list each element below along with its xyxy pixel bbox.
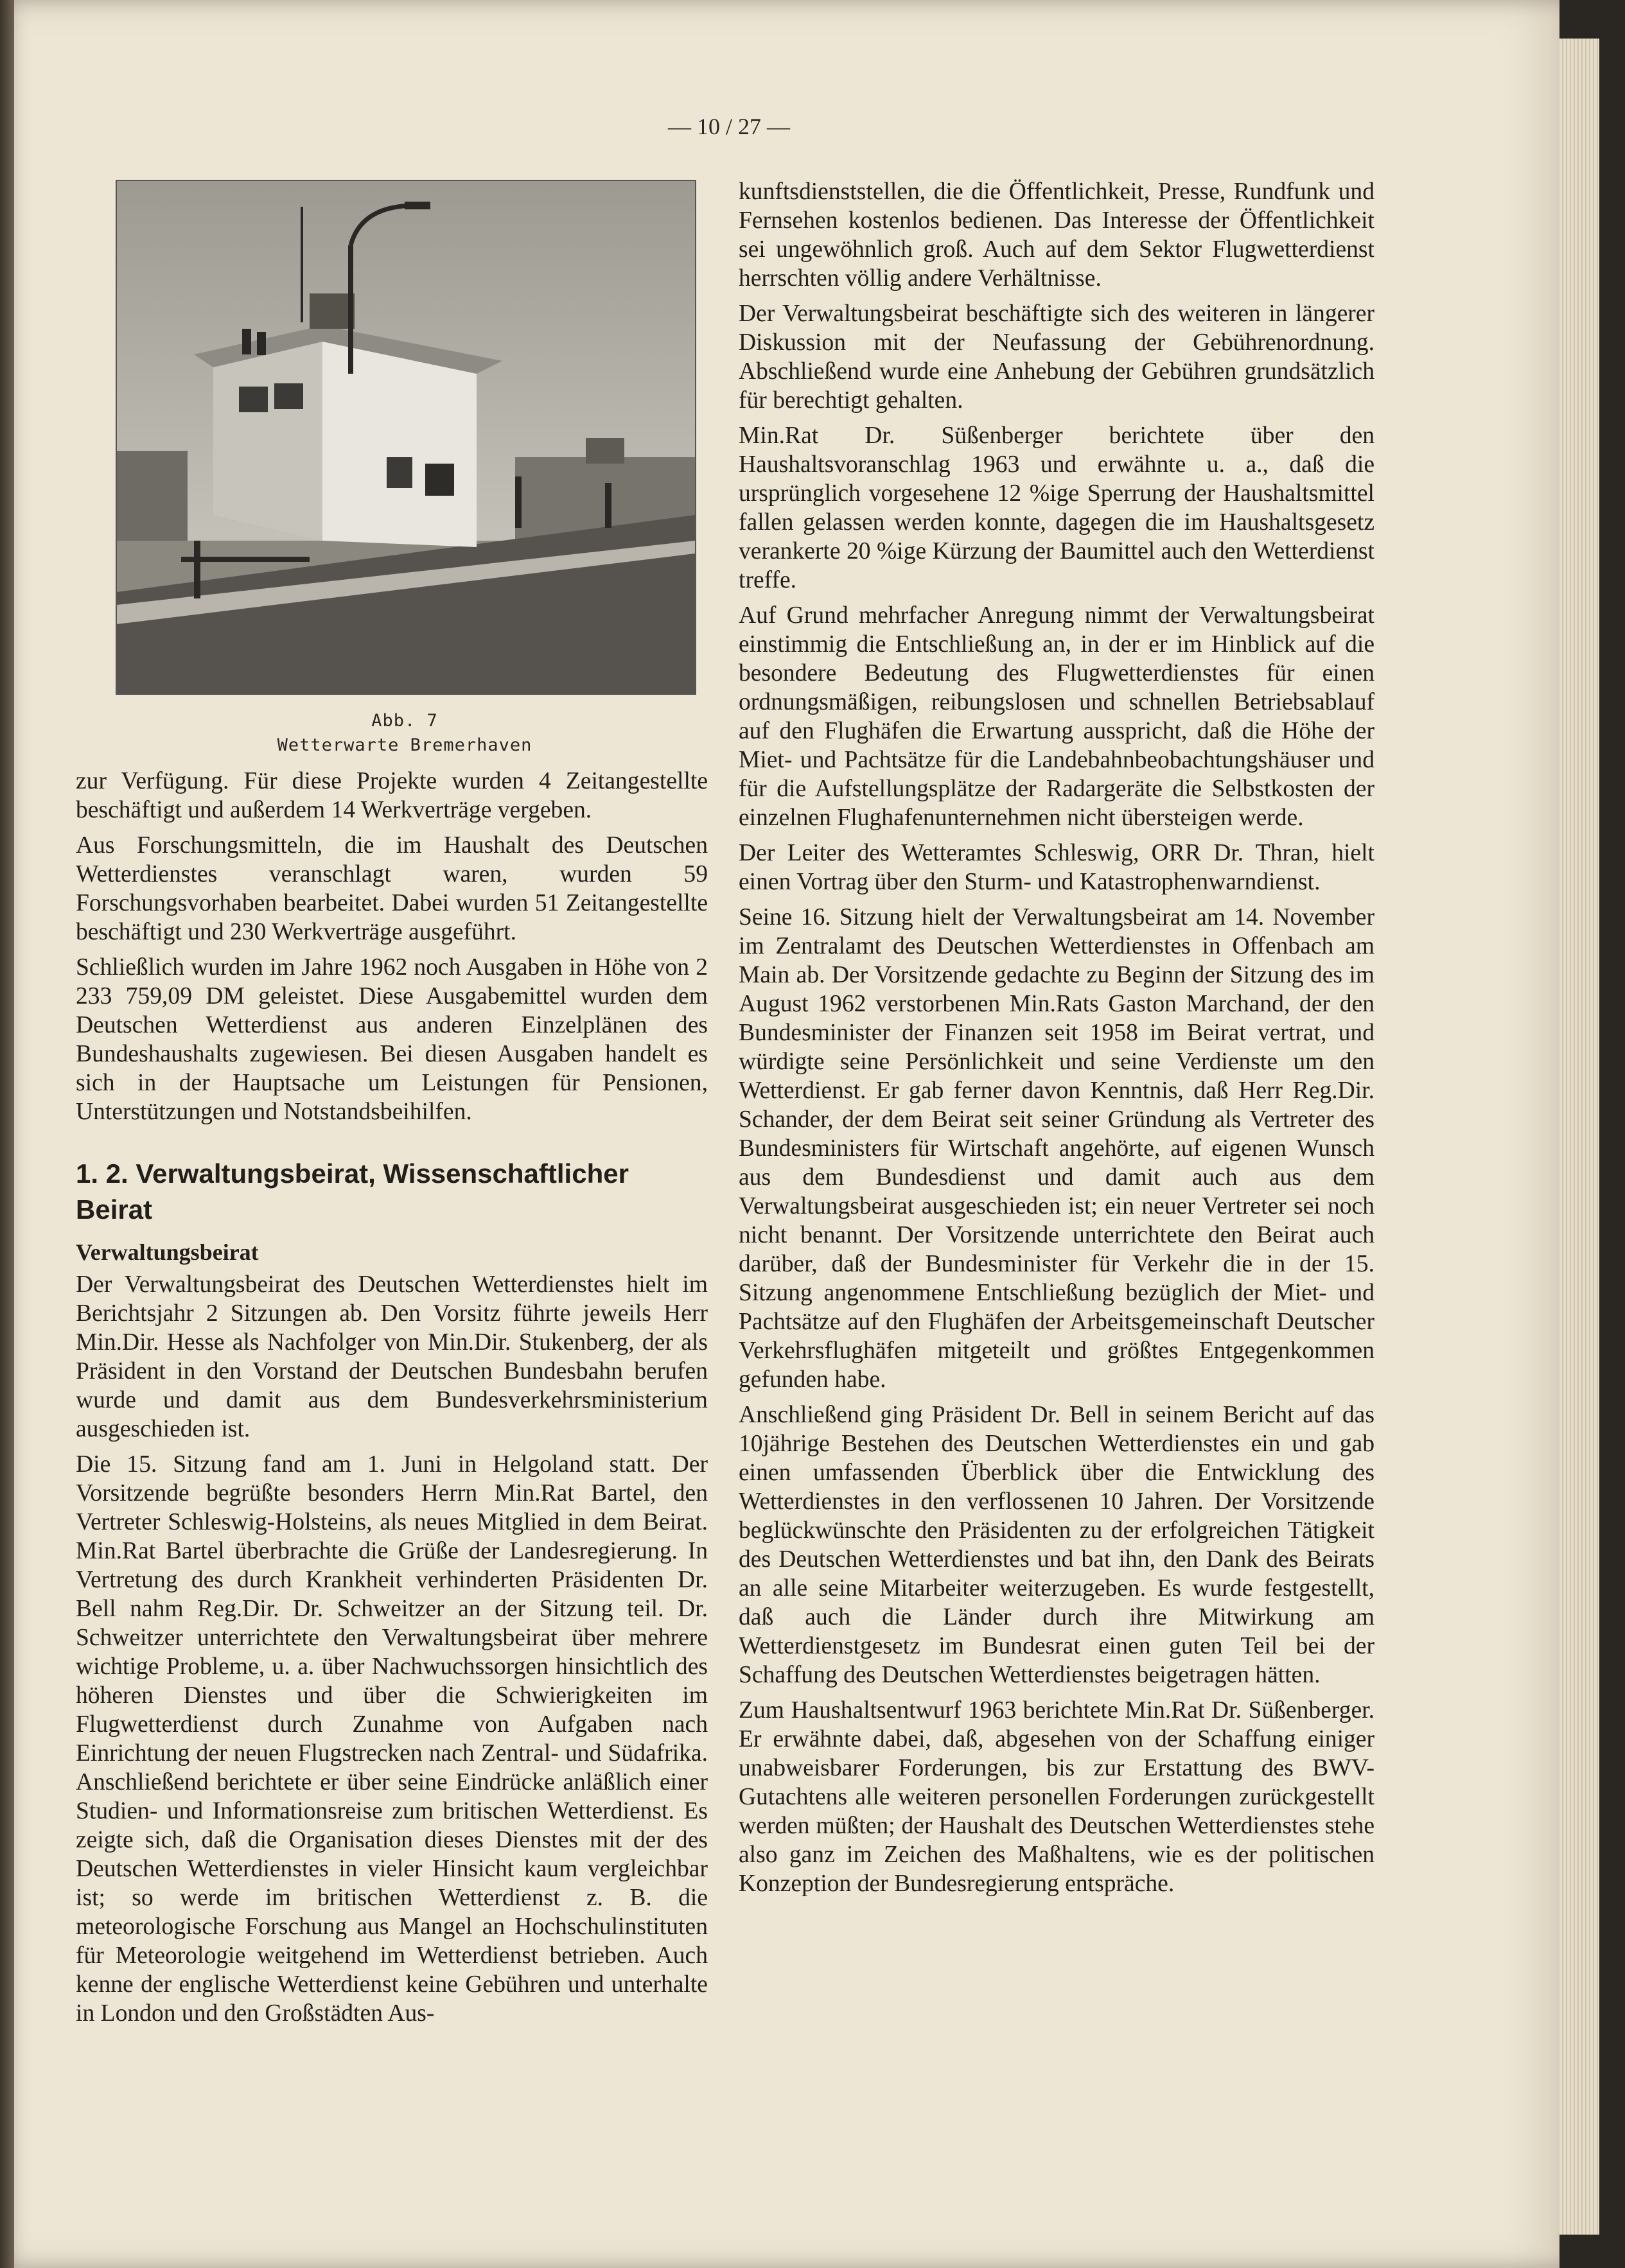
subsection-title: Verwaltungsbeirat (76, 1239, 259, 1265)
right-column (739, 177, 1375, 1905)
page-edge (1559, 39, 1599, 2235)
section-title: 1. 2. Verwaltungsbeirat, Wissenschaftlicher Beirat (76, 1158, 629, 1225)
figure-label: Abb. 7 (371, 711, 438, 731)
weather-station-image (117, 181, 695, 693)
paragraph: Der Verwaltungsbeirat des Deutschen Wetterdienstes hielt im Berichtsjahr 2 Sitzungen ab. Den Vorsitz führte jeweils Herr Min.Dir. Hesse als Nachfolger von Min.Dir. Stukenberg, der als Präsident in den Vorstand der Deutschen Bundesbahn berufen wurde und damit aus dem Bundesverkehrsministerium ausgeschieden ist. (76, 1271, 708, 1442)
paragraph: Zum Haushaltsentwurf 1963 berichtete Min.Rat Dr. Süßenberger. Er erwähnte dabei, daß, abgesehen von der Schaffung einiger unabweisbarer Forderungen, bis zur Erstattung des BWV-Gutachtens alle weiteren personellen Forderungen zurückgestellt werden müßten; der Haushalt des Deutschen Wetterdienstes stehe also ganz im Zeichen des Maßhaltens, wie es der politischen Konzeption der Bundesregierung entspräche. (739, 1697, 1375, 1897)
paragraph: Auf Grund mehrfacher Anregung nimmt der Verwaltungsbeirat einstimmig die Entschließung an, in der er im Hinblick auf die besondere Bedeutung des Flugwetterdienstes für einen ordnungsmäßigen, reibungslosen und schnellen Betriebsablauf auf den Flughäfen die Erwartung ausspricht, daß die Höhe der Miet- und Pachtsätze für die Landebahnbeobachtungshäuser und für die Aufstellungsplätze der Radargeräte die Selbstkosten der einzelnen Flughafenunternehmen nicht übersteigen werde. (739, 602, 1375, 831)
figure (116, 180, 694, 758)
paragraph: Die 15. Sitzung fand am 1. Juni in Helgoland statt. Der Vorsitzende begrüßte besonders Herrn Min.Rat Bartel, den Vertreter Schleswig-Holsteins, als neues Mitglied in dem Beirat. Min.Rat Bartel überbrachte die Grüße der Landesregierung. In Vertretung des durch Krankheit verhinderten Präsidenten Dr. Bell nahm Reg.Dir. Dr. Schweitzer an der Sitzung teil. Dr. Schweitzer unterrichtete den Verwaltungsbeirat über mehrere wichtige Probleme, u. a. über Nachwuchssorgen hinsichtlich des höheren Dienstes und über die Schwierigkeiten im Flugwetterdienst durch Zunahme von Aufgaben nach Einrichtung der neuen Flugstrecken nach Zentral- und Südafrika. Anschließend berichtete er über seine Eindrücke anläßlich einer Studien- und Informationsreise zum britischen Wetterdienst. Es zeigte sich, daß die Organisation dieses Dienstes mit der des Deutschen Wetterdienstes in vieler Hinsicht kaum vergleichbar ist; so werde im britischen Wetterdienst z. B. die meteorologische Forschung aus Mangel an Hochschulinstituten für Meteorologie weitgehend im Wetterdienst betrieben. Auch kenne der englische Wetterdienst keine Gebühren und unterhalte in London und den Großstädten Aus- (76, 1451, 708, 2027)
paragraph: Min.Rat Dr. Süßenberger berichtete über den Haushaltsvoranschlag 1963 und erwähnte u. a., daß die ursprünglich vorgesehene 12 %ige Sperrung der Haushaltsmittel fallen gelassen werden konnte, dagegen die im Haushaltsgesetz verankerte 20 %ige Kürzung der Baumittel auch den Wetterdienst treffe. (739, 423, 1375, 593)
paragraph: kunftsdienststellen, die die Öffentlichkeit, Presse, Rundfunk und Fernsehen kostenlos bedienen. Das Interesse der Öffentlichkeit sei ungewöhnlich groß. Auch auf dem Sektor Flugwetterdienst herrschten völlig andere Verhältnisse. (739, 179, 1375, 292)
paragraph: Der Verwaltungsbeirat beschäftigte sich des weiteren in längerer Diskussion mit der Neufassung der Gebührenordnung. Abschließend wurde eine Anhebung der Gebühren grundsätzlich für berechtigt gehalten. (739, 301, 1375, 414)
paragraph: zur Verfügung. Für diese Projekte wurden 4 Zeitangestellte beschäftigt und außerdem 14 Werkverträge vergeben. (76, 768, 708, 823)
paragraph: Anschließend ging Präsident Dr. Bell in seinem Bericht auf das 10jährige Bestehen des Deutschen Wetterdienstes ein und gab einen umfassenden Überblick über die Entwicklung des Wetterdienstes in den verflossenen 10 Jahren. Der Vorsitzende beglückwünschte den Präsidenten zu der erfolgreichen Tätigkeit des Deutschen Wetterdienstes und bat ihn, den Dank des Beirats an alle seine Mitarbeiter weiterzugeben. Es wurde festgestellt, daß auch die Länder durch ihre Mitwirkung am Wetterdienstgesetz im Bundesrat einen guten Teil bei der Schaffung des Deutschen Wetterdienstes beigetragen hätten. (739, 1402, 1375, 1688)
paragraph: Der Leiter des Wetteramtes Schleswig, ORR Dr. Thran, hielt einen Vortrag über den Sturm- und Katastrophenwarndienst. (739, 840, 1375, 895)
page-number: — 10 / 27 — (667, 114, 790, 139)
left-column (76, 180, 708, 2034)
paragraph: Seine 16. Sitzung hielt der Verwaltungsbeirat am 14. November im Zentralamt des Deutschen Wetterdienstes in Offenbach am Main ab. Der Vorsitzende gedachte zu Beginn der Sitzung des im August 1962 verstorbenen Min.Rats Gaston Marchand, der den Bundesminister der Finanzen seit 1958 im Beirat vertrat, und würdigte seine Persönlichkeit und seine Verdienste um den Wetterdienst. Er gab ferner davon Kenntnis, daß Herr Reg.Dir. Schander, der dem Beirat seit seiner Gründung als Vertreter des Bundesministers für Wirtschaft angehörte, auf eigenen Wunsch aus dem Bundesdienst und damit auch aus dem Verwaltungsbeirat ausgeschieden ist; ein neuer Vertreter sei noch nicht benannt. Der Vorsitzende unterrichtete den Beirat auch darüber, daß der Bundesminister für Verkehr die in der 15. Sitzung angenommene Entschließung bezüglich der Miet- und Pachtsätze auf den Flughäfen der Arbeitsgemeinschaft Deutscher Verkehrsflughäfen mitgeteilt und größtes Entgegenkommen gefunden habe. (739, 904, 1375, 1393)
paragraph: Aus Forschungsmitteln, die im Haushalt des Deutschen Wetterdienstes veranschlagt waren, wurden 59 Forschungsvorhaben bearbeitet. Dabei wurden 51 Zeitangestellte beschäftigt und 230 Werkverträge ausgeführt. (76, 832, 708, 945)
figure-caption: Wetterwarte Bremerhaven (277, 735, 532, 755)
station-photo (116, 180, 696, 695)
paragraph: Schließlich wurden im Jahre 1962 noch Ausgaben in Höhe von 2 233 759,09 DM geleistet. Diese Ausgabemittel wurden dem Deutschen Wetterdienst aus anderen Einzelplänen des Bundeshaushalts zugewiesen. Bei diesen Ausgaben handelt es sich in der Hauptsache um Leistungen für Pensionen, Unterstützungen und Notstandsbeihilfen. (76, 954, 708, 1125)
book-binding (0, 0, 14, 2268)
